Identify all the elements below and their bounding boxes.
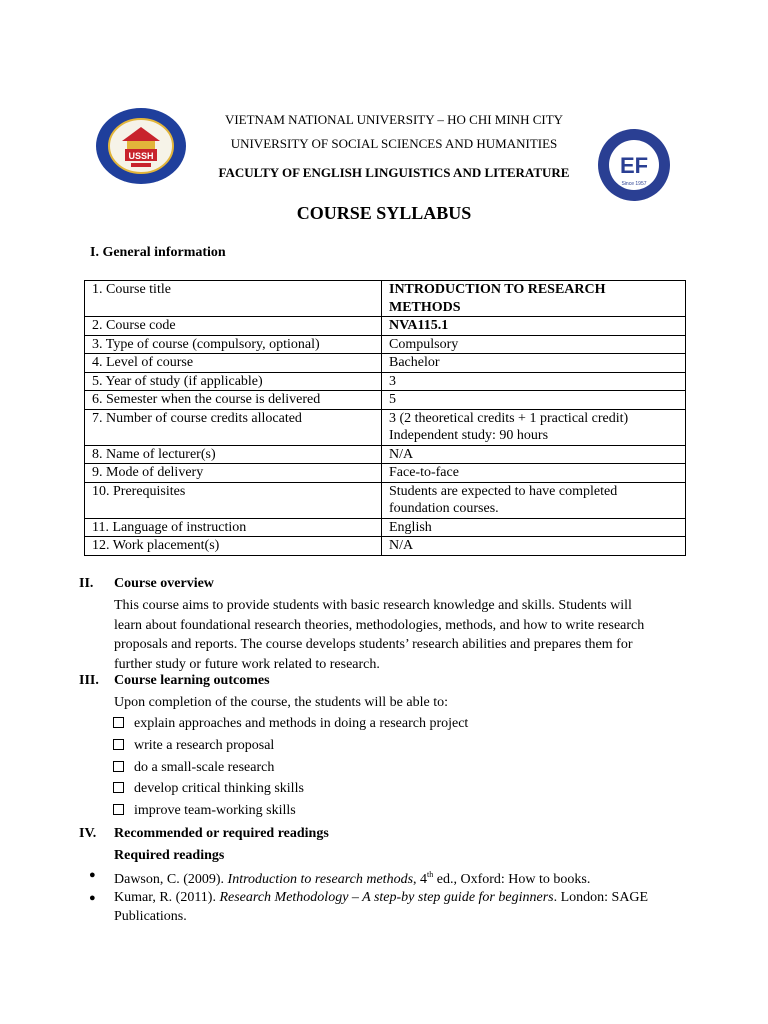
info-row bbox=[85, 518, 686, 537]
info-value-line: foundation courses. bbox=[389, 501, 499, 516]
readings-heading: Recommended or required readings bbox=[114, 826, 329, 841]
info-value-line: 3 bbox=[389, 373, 396, 389]
general-info-heading: I. General information bbox=[90, 245, 226, 260]
overview-text bbox=[114, 596, 684, 674]
info-label: 2. Course code bbox=[85, 317, 382, 336]
outcomes-intro: Upon completion of the course, the students will be able to: bbox=[114, 695, 448, 710]
overview-line: proposals and reports. The course develops students’ research abilities and prepares them for bbox=[114, 637, 633, 652]
outcome-text: improve team-working skills bbox=[134, 803, 296, 818]
checkbox-icon bbox=[113, 717, 124, 728]
seal-text: USSH bbox=[128, 151, 154, 161]
outcome-item bbox=[113, 738, 274, 754]
ref-title: Introduction to research methods bbox=[227, 872, 414, 887]
info-value-line: 3 (2 theoretical credits + 1 practical credit) bbox=[389, 410, 629, 426]
outcome-text: explain approaches and methods in doing a research project bbox=[134, 716, 469, 731]
info-value-line: NVA115.1 bbox=[389, 318, 449, 333]
ref-edition: , 4 bbox=[413, 872, 428, 887]
checkbox-icon bbox=[113, 782, 124, 793]
overview-line: learn about foundational research theories, methodologies, methods, and how to write research bbox=[114, 617, 645, 633]
info-label: 7. Number of course credits allocated bbox=[85, 409, 382, 445]
info-value-line: N/A bbox=[389, 538, 414, 553]
bullet-icon: ● bbox=[89, 869, 96, 881]
info-value bbox=[382, 409, 686, 445]
outcome-item bbox=[113, 760, 274, 776]
info-value-line: METHODS bbox=[389, 299, 461, 315]
overview-line: This course aims to provide students with basic research knowledge and skills. Students will bbox=[114, 598, 632, 613]
section-numeral-overview: II. bbox=[79, 576, 94, 591]
faculty-logo-since: Since 1957 bbox=[621, 181, 647, 187]
bullet-icon: ● bbox=[89, 892, 96, 904]
general-info-table bbox=[84, 280, 686, 556]
checkbox-icon bbox=[113, 761, 124, 772]
outcome-text: write a research proposal bbox=[134, 738, 275, 753]
info-value bbox=[382, 317, 686, 336]
info-value bbox=[382, 281, 686, 317]
info-label: 9. Mode of delivery bbox=[85, 464, 382, 483]
info-label: 6. Semester when the course is delivered bbox=[85, 391, 382, 410]
info-value bbox=[382, 537, 686, 556]
info-value-line: Independent study: 90 hours bbox=[389, 428, 549, 443]
info-value bbox=[382, 482, 686, 518]
info-label: 1. Course title bbox=[85, 281, 382, 317]
info-row bbox=[85, 335, 686, 354]
info-value bbox=[382, 518, 686, 537]
info-label: 11. Language of instruction bbox=[85, 518, 382, 537]
faculty-logo-text: EF bbox=[619, 153, 649, 178]
info-row bbox=[85, 354, 686, 373]
info-value bbox=[382, 464, 686, 483]
overview-heading: Course overview bbox=[114, 576, 214, 591]
info-row bbox=[85, 409, 686, 445]
info-label: 4. Level of course bbox=[85, 354, 382, 373]
info-value-line: Students are expected to have completed bbox=[389, 483, 618, 499]
info-value-line: 5 bbox=[389, 392, 396, 407]
checkbox-icon bbox=[113, 739, 124, 750]
info-row bbox=[85, 391, 686, 410]
outcome-text: develop critical thinking skills bbox=[134, 781, 304, 796]
header-line-2: UNIVERSITY OF SOCIAL SCIENCES AND HUMANITIES bbox=[230, 136, 558, 151]
info-value bbox=[382, 354, 686, 373]
info-row bbox=[85, 445, 686, 464]
outcome-item bbox=[113, 716, 468, 732]
info-row bbox=[85, 281, 686, 317]
info-row bbox=[85, 482, 686, 518]
ref-publisher: . London: SAGE bbox=[553, 890, 649, 905]
info-value bbox=[382, 372, 686, 391]
outcome-item bbox=[113, 781, 304, 797]
overview-line: further study or future work related to research. bbox=[114, 656, 380, 672]
info-value-line: Face-to-face bbox=[389, 465, 459, 480]
section-numeral-outcomes: III. bbox=[79, 673, 99, 688]
info-label: 5. Year of study (if applicable) bbox=[85, 372, 382, 391]
outcome-text: do a small-scale research bbox=[134, 760, 275, 775]
section-numeral-readings: IV. bbox=[79, 826, 97, 841]
info-label: 3. Type of course (compulsory, optional) bbox=[85, 335, 382, 354]
info-value-line: Bachelor bbox=[389, 355, 440, 370]
ref-title: Research Methodology – A step-by step guide for beginners bbox=[219, 890, 554, 905]
outcome-item bbox=[113, 803, 296, 819]
info-row bbox=[85, 317, 686, 336]
header-line-1: VIETNAM NATIONAL UNIVERSITY – HO CHI MINH CITY bbox=[224, 112, 564, 127]
info-row bbox=[85, 464, 686, 483]
reference-item bbox=[114, 866, 694, 890]
checkbox-icon bbox=[113, 804, 124, 815]
outcomes-heading: Course learning outcomes bbox=[114, 673, 270, 688]
info-value bbox=[382, 391, 686, 410]
header-line-3: FACULTY OF ENGLISH LINGUISTICS AND LITERATURE bbox=[218, 165, 570, 180]
info-value bbox=[382, 335, 686, 354]
info-label: 10. Prerequisites bbox=[85, 482, 382, 518]
reference-item bbox=[114, 889, 694, 926]
info-label: 8. Name of lecturer(s) bbox=[85, 445, 382, 464]
info-label: 12. Work placement(s) bbox=[85, 537, 382, 556]
ref-author: Kumar, R. (2011). bbox=[114, 890, 220, 905]
info-value-line: English bbox=[389, 519, 432, 535]
ref-publisher: ed., Oxford: How to books. bbox=[433, 872, 591, 887]
ref-publisher-cont: Publications. bbox=[114, 908, 187, 924]
page-title: COURSE SYLLABUS bbox=[296, 203, 472, 223]
required-readings-subheading: Required readings bbox=[114, 848, 225, 863]
info-row bbox=[85, 372, 686, 391]
info-row bbox=[85, 537, 686, 556]
info-value bbox=[382, 445, 686, 464]
info-value-line: Compulsory bbox=[389, 336, 459, 352]
ref-edition-suffix: th bbox=[427, 870, 434, 879]
ref-author: Dawson, C. (2009). bbox=[114, 872, 228, 887]
info-value-line: INTRODUCTION TO RESEARCH bbox=[389, 282, 606, 297]
info-value-line: N/A bbox=[389, 446, 414, 462]
